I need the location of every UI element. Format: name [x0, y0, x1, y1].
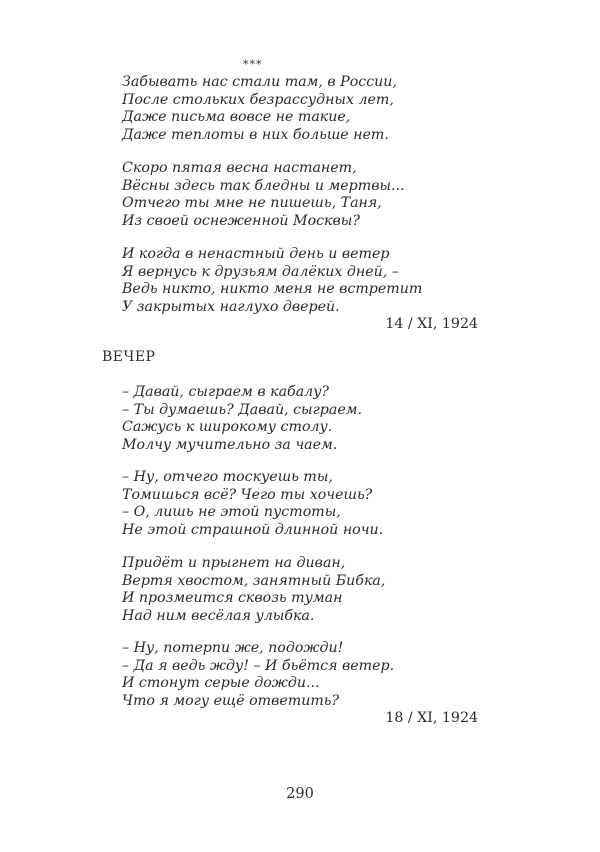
verse-line: Ведь никто, никто меня не встретит — [122, 281, 423, 298]
verse-line: – Ну, потерпи же, подожди! — [122, 640, 344, 656]
verse-line: И прозмеится сквозь туман — [122, 590, 343, 607]
verse-line: Даже теплоты в них больше нет. — [122, 126, 389, 143]
verse-line: И стонут серые дожди... — [122, 675, 320, 692]
stanza — [122, 246, 422, 316]
verse-line: – Ты думаешь? Давай, сыграем. — [122, 401, 362, 418]
stanza — [122, 160, 405, 230]
verse-line: После стольких безрассудных лет, — [122, 91, 394, 108]
verse-line: Скоро пятая весна настанет, — [122, 160, 357, 176]
poem-title: ВЕЧЕР — [102, 349, 156, 365]
verse-line: Вертя хвостом, занятный Бибка, — [122, 572, 386, 589]
verse-line: Сажусь к широкому столу. — [122, 419, 333, 436]
verse-line: Не этой страшной длинной ночи. — [122, 521, 384, 538]
section-marker: *** — [243, 58, 263, 71]
verse-line: – Давай, сыграем в кабалу? — [122, 384, 330, 400]
verse-line: Отчего ты мне не пишешь, Таня, — [122, 195, 382, 212]
stanza — [122, 74, 397, 144]
verse-line: И когда в ненастный день и ветер — [122, 246, 390, 262]
verse-line: Придёт и прыгнет на диван, — [122, 555, 346, 571]
stanza — [122, 384, 362, 454]
verse-line: Молчу мучительно за чаем. — [122, 436, 338, 453]
poem-date: 18 / XI, 1924 — [385, 710, 478, 726]
verse-line: Что я могу ещё ответить? — [122, 692, 340, 709]
verse-line: Забывать нас стали там, в России, — [122, 74, 397, 90]
verse-line: У закрытых наглухо дверей. — [122, 298, 340, 315]
verse-line: Томишься всё? Чего ты хочешь? — [122, 486, 373, 503]
verse-line: Вёсны здесь так бледны и мертвы... — [122, 177, 405, 194]
verse-line: – Да я ведь жду! – И бьётся ветер. — [122, 657, 395, 674]
stanza — [122, 469, 383, 539]
verse-line: – О, лишь не этой пустоты, — [122, 504, 341, 521]
verse-line: Из своей оснеженной Москвы? — [122, 212, 360, 229]
verse-line: – Ну, отчего тоскуешь ты, — [122, 469, 333, 485]
verse-line: Даже письма вовсе не такие, — [122, 109, 351, 126]
stanza — [122, 555, 385, 625]
verse-line: Я вернусь к друзьям далёких дней, – — [122, 263, 399, 280]
verse-line: Над ним весёлая улыбка. — [122, 607, 315, 624]
page-number: 290 — [286, 786, 314, 802]
stanza — [122, 640, 394, 710]
poem-date: 14 / XI, 1924 — [385, 316, 478, 332]
